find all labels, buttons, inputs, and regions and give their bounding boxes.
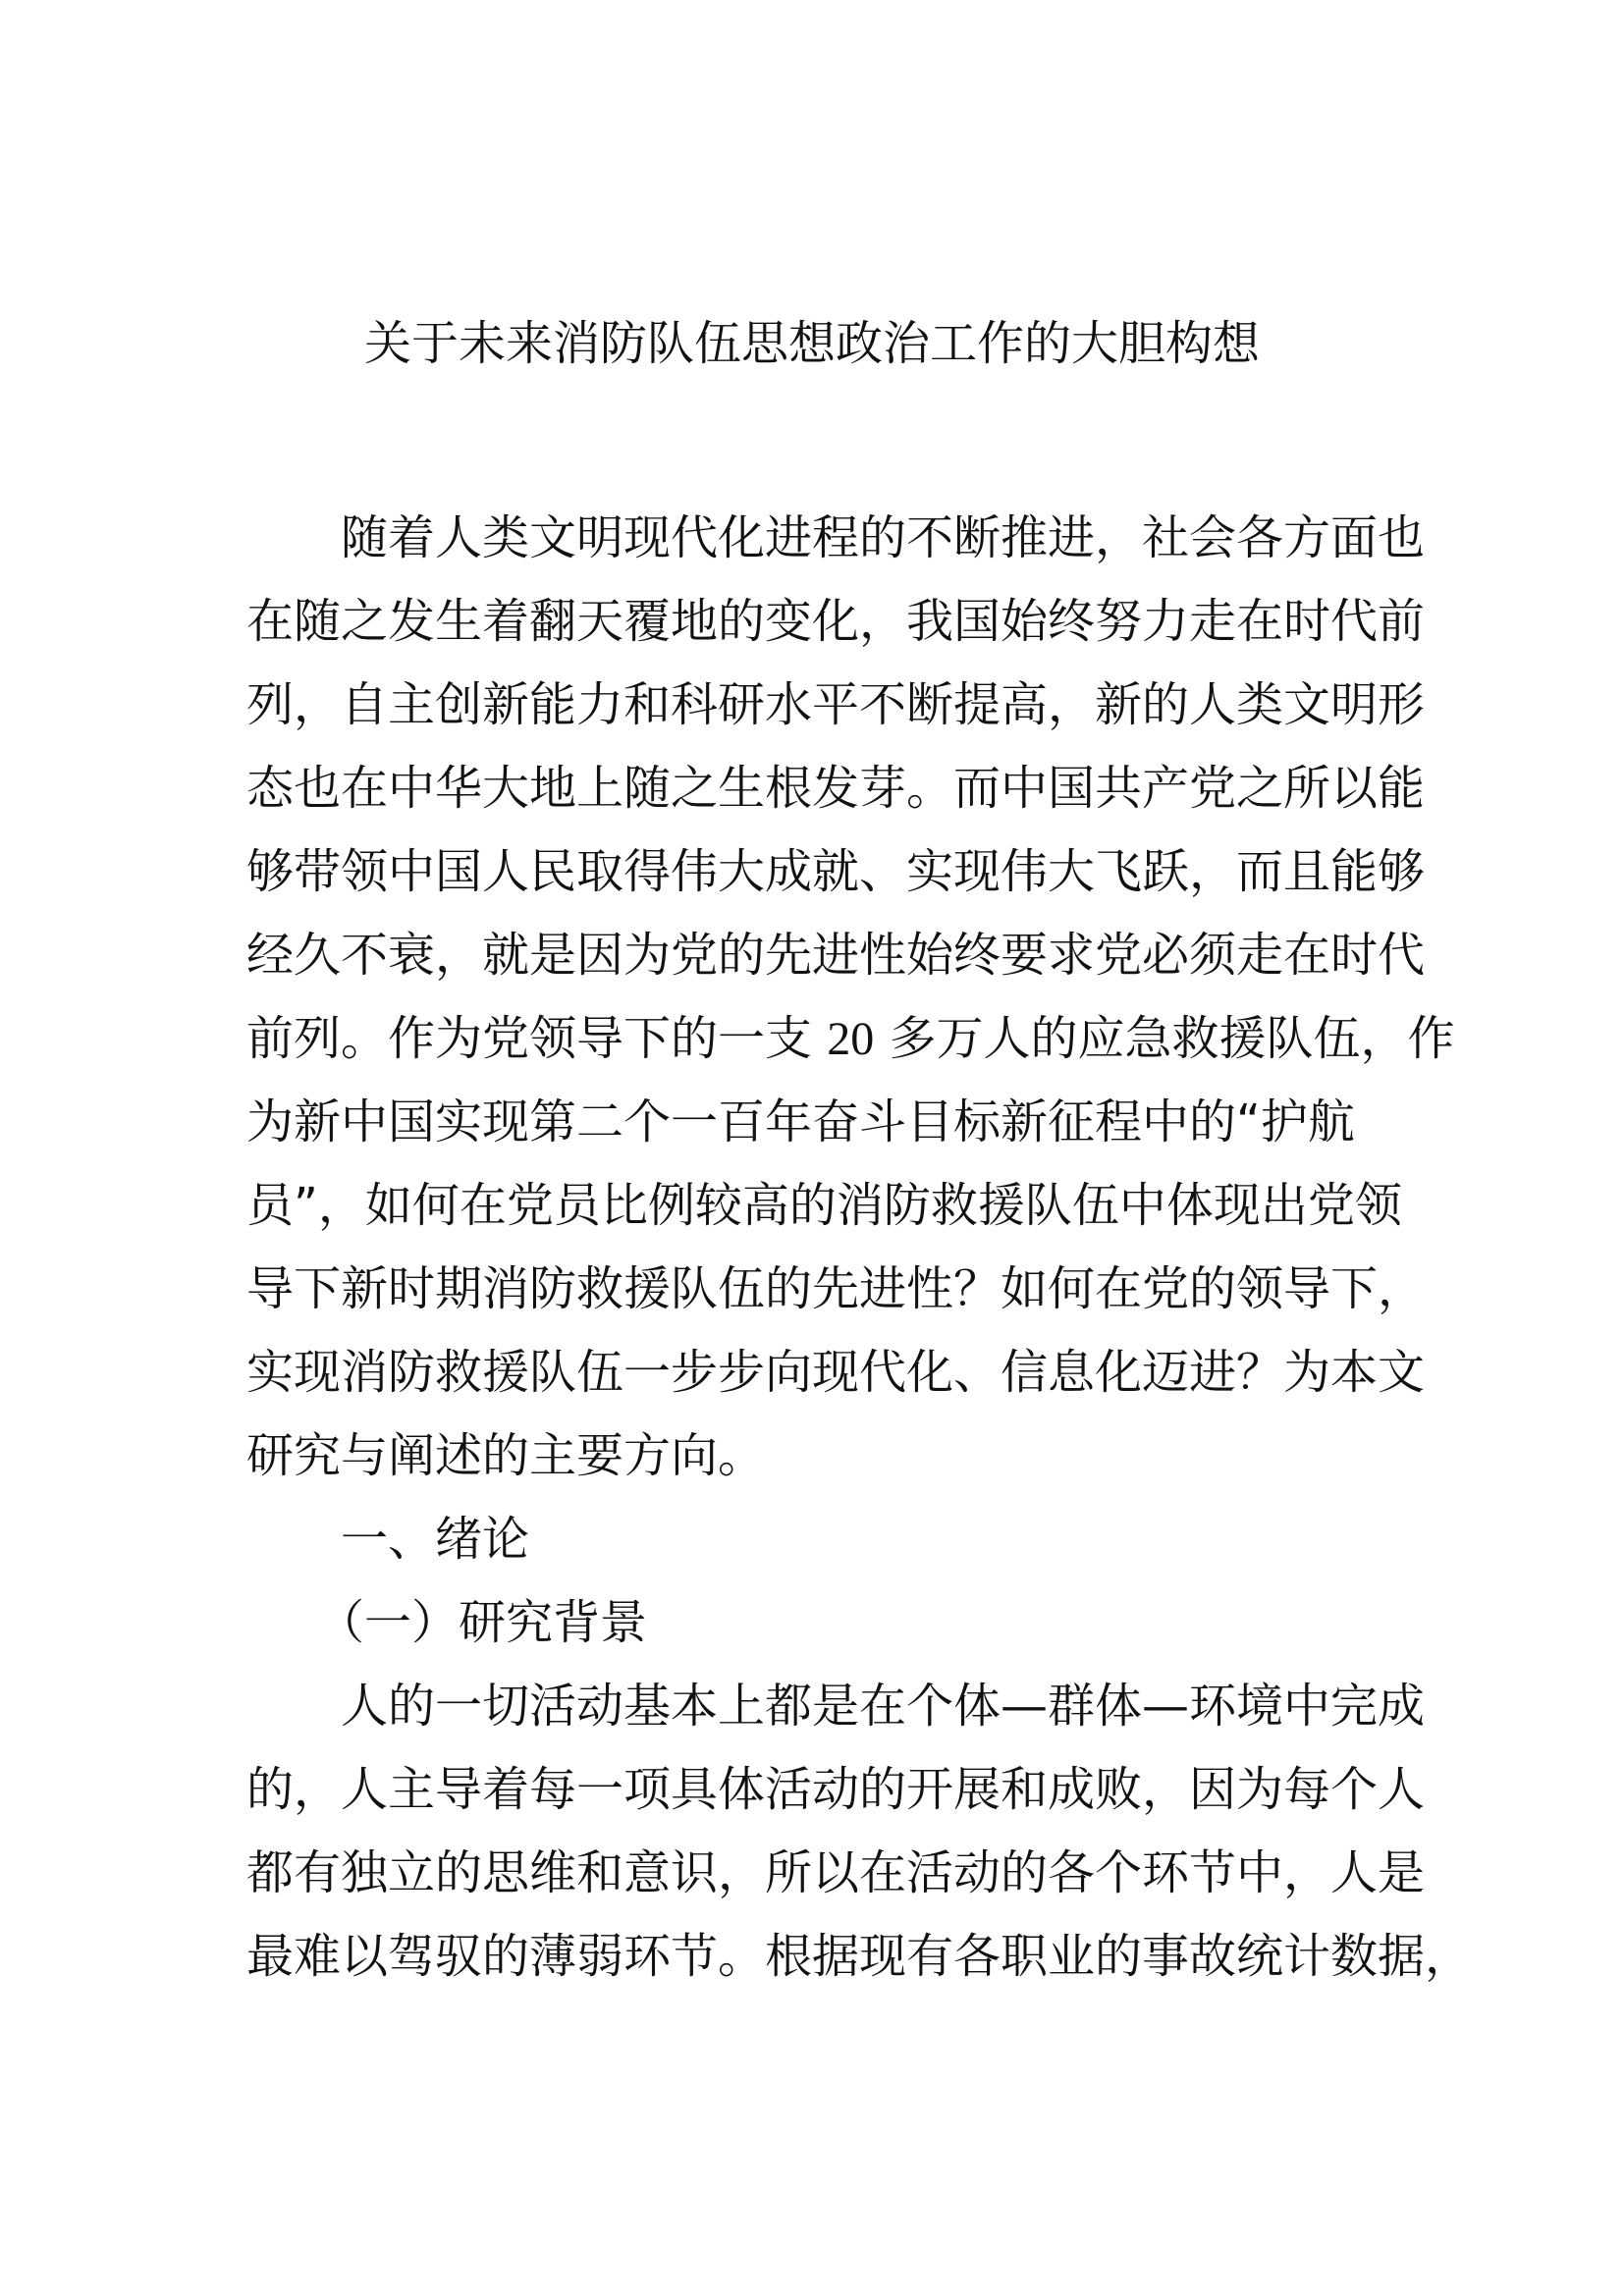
paragraph-line: 的，人主导着每一项具体活动的开展和成败，因为每个人 <box>246 1762 1426 1817</box>
paragraph-line: 都有独立的思维和意识，所以在活动的各个环节中，人是 <box>246 1845 1426 1900</box>
paragraph-line: 最难以驾驭的薄弱环节。根据现有各职业的事故统计数据， <box>246 1929 1473 1984</box>
paragraph-line: 态也在中华大地上随之生根发芽。而中国共产党之所以能 <box>246 761 1426 816</box>
line-segment: 前列。作为党领导下的一支 <box>246 1011 813 1066</box>
paragraph-line: 人的一切活动基本上都是在个体—群体—环境中完成 <box>246 1679 1426 1734</box>
paragraph-line: 为新中国实现第二个一百年奋斗目标新征程中的“护航 <box>246 1095 1355 1149</box>
document-title: 关于未来消防队伍思想政治工作的大胆构想 <box>363 316 1260 371</box>
subsection-heading: （一）研究背景 <box>246 1595 648 1650</box>
line-segment: 多万人的应急救援队伍，作 <box>889 1011 1455 1066</box>
section-heading: 一、绪论 <box>246 1512 530 1567</box>
paragraph-line: 列，自主创新能力和科研水平不断提高，新的人类文明形 <box>246 677 1426 732</box>
paragraph-line: 实现消防救援队伍一步步向现代化、信息化迈进？为本文 <box>246 1345 1426 1400</box>
paragraph-line: 够带领中国人民取得伟大成就、实现伟大飞跃，而且能够 <box>246 844 1426 899</box>
paragraph-line: 随着人类文明现代化进程的不断推进，社会各方面也 <box>246 510 1426 565</box>
paragraph-line: 在随之发生着翻天覆地的变化，我国始终努力走在时代前 <box>246 594 1426 649</box>
paragraph-line <box>246 1009 1455 1069</box>
paragraph-line: 员”，如何在党员比例较高的消防救援队伍中体现出党领 <box>246 1178 1402 1233</box>
paragraph-line: 导下新时期消防救援队伍的先进性？如何在党的领导下， <box>246 1261 1426 1316</box>
paragraph-line: 经久不衰，就是因为党的先进性始终要求党必须走在时代 <box>246 928 1426 983</box>
number-figure: 20 <box>827 1013 875 1065</box>
paragraph-line: 研究与阐述的主要方向。 <box>246 1428 766 1483</box>
